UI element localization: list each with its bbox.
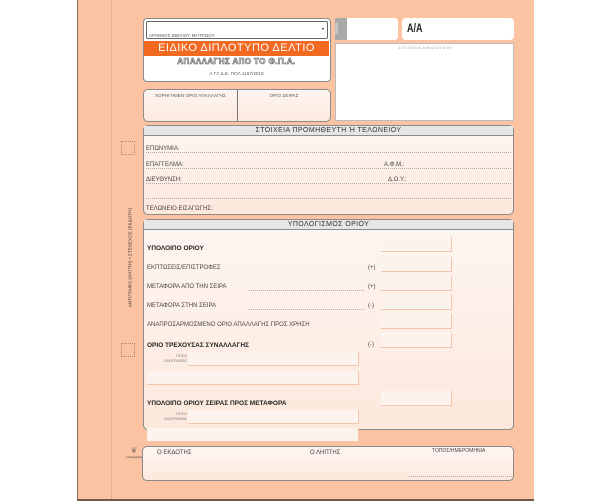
issuer-signature-label: Ο ΕΚΔΟΤΗΣ — [157, 450, 192, 456]
supplier-address-label: ΔΙΕΥΘΥΝΣΗ: — [146, 177, 182, 183]
series-limit-label: ΟΡΙΟ ΣΕΙΡΑΣ — [269, 93, 299, 98]
doy-label: Δ.Ο.Υ.: — [388, 177, 407, 183]
title-block — [143, 18, 331, 82]
calc-row-label: ΥΠΟΛΟΙΠΟ ΟΡΙΟΥ — [147, 245, 204, 252]
calc-row-sign: (+) — [368, 284, 376, 290]
register-number-field[interactable] — [146, 21, 328, 39]
form-subtitle: ΑΠΑΛΛΑΓΗΣ ΑΠΟ ΤΟ Φ.Π.Α. — [177, 57, 296, 66]
remaining-limit-input[interactable] — [381, 237, 452, 252]
place-date-field[interactable] — [409, 467, 512, 477]
calc-row-label: ΜΕΤΑΦΟΡΑ ΑΠΟ ΤΗΝ ΣΕΙΡΑ — [147, 284, 227, 290]
supplier-address-field[interactable] — [146, 174, 511, 184]
granted-limit-field[interactable] — [146, 102, 235, 118]
carry-over-label: ΥΠΟΛΟΙΠΟ ΟΡΙΟΥ ΣΕΙΡΑΣ ΠΡΟΣ ΜΕΤΑΦΟΡΑ — [147, 400, 287, 407]
place-date-label: ΤΟΠΟΣ/ΗΜΕΡΟΜΗΝΙΑ — [432, 448, 486, 454]
customs-office-field[interactable] — [146, 204, 511, 214]
calc-row-label: ΑΝΑΠΡΟΣΑΡΜΟΣΜΕΝΟ ΟΡΙΟ ΑΠΑΛΛΑΓΗΣ ΠΡΟΣ ΧΡΗΣΗ — [147, 322, 310, 328]
legal-reference: Α.Γ.Γ.Δ.Ε. ΠΟΛ 1167/2015 — [209, 71, 264, 76]
calc-row-sign: (+) — [368, 265, 376, 271]
serial-number-field[interactable] — [402, 18, 514, 40]
side-checkbox-top[interactable] — [121, 141, 135, 155]
calc-row-label: ΕΚΠΤΩΣΕΙΣ/ΕΠΙΣΤΡΟΦΕΣ — [147, 265, 221, 271]
calc-row-label: ΜΕΤΑΦΟΡΑ ΣΤΗΝ ΣΕΙΡΑ — [147, 303, 217, 309]
supplier-profession-field[interactable] — [146, 159, 511, 169]
perforation-line — [111, 0, 112, 499]
series-limit-field[interactable] — [240, 102, 328, 118]
series-tab-label: ΣΕΙΡΑ — [334, 22, 340, 35]
carry-words-input-2[interactable] — [147, 428, 359, 442]
series-tab — [335, 18, 347, 40]
transfer-to-series-input[interactable] — [381, 295, 452, 310]
amount-words-input-2[interactable] — [147, 371, 359, 385]
dropdown-dot-icon: • — [321, 27, 324, 33]
calc-row-sign: (-) — [368, 303, 374, 309]
transfer-from-series-input[interactable] — [381, 276, 452, 291]
side-checkbox-bottom[interactable] — [121, 343, 135, 357]
supplier-profession-label: ΕΠΑΓΓΕΛΜΑ: — [146, 162, 184, 168]
calc-row-sign: (-) — [368, 342, 374, 348]
supplier-section — [143, 125, 514, 215]
amount-words-input-1[interactable] — [188, 352, 359, 366]
discounts-returns-input[interactable] — [381, 257, 452, 272]
recipient-signature-field[interactable] — [283, 459, 403, 477]
recipient-signature-label: Ο ΛΗΠΤΗΣ — [310, 450, 341, 456]
beneficiary-label: ΣΤΟΙΧΕΙΑ ΔΙΚΑΙΟΥΧΟΥ — [398, 45, 453, 50]
calculation-section-title: ΥΠΟΛΟΓΙΣΜΟΣ ΟΡΙΟΥ — [144, 220, 513, 230]
supplier-name-label: ΕΠΩΝΥΜΙΑ: — [146, 146, 180, 152]
tree-logo-icon: ❦ — [130, 446, 138, 455]
calculation-section — [143, 219, 514, 430]
supplier-name-field[interactable] — [146, 143, 511, 153]
copy-type-vertical-text: ΑΝΤΙΓΡΑΦΟ (ΛΗΠΤΗ) • ΣΤΕΛΕΧΟΣ (ΕΚΔΟΤΗ) — [127, 207, 133, 308]
amount-words-label: ΠΟΣΟ ΟΛΟΓΡΑΦΩΣ — [163, 354, 187, 363]
printer-logo-text: τυπογράφος — [125, 455, 143, 459]
granted-limit-label: ΧΟΡΗΓΗΘΕΝ ΟΡΙΟ ΑΠΑΛΛΑΓΗΣ — [155, 93, 226, 98]
series-field[interactable] — [335, 18, 398, 40]
calc-row-label: ΟΡΙΟ ΤΡΕΧΟΥΣΑΣ ΣΥΝΑΛΛΑΓΗΣ — [147, 342, 250, 349]
amount-words-label: ΠΟΣΟ ΟΛΟΓΡΑΦΩΣ — [163, 412, 187, 421]
register-number-label: ΑΡΙΘΜΟΣ ΒΙΒΛΙΟΥ ΜΗΤΡΩΟΥ — [149, 33, 215, 38]
current-transaction-input[interactable] — [381, 333, 452, 348]
form-title: ΕΙΔΙΚΟ ΔΙΠΛΟΤΥΠΟ ΔΕΛΤΙΟ — [144, 41, 329, 56]
carry-words-input-1[interactable] — [188, 410, 359, 424]
serial-number-label: Α/Α — [407, 21, 423, 35]
customs-office-label: ΤΕΛΩΝΕΙΟ ΕΙΣΑΓΩΓΗΣ: — [146, 206, 213, 212]
supplier-extra-line[interactable] — [146, 189, 511, 199]
limits-box — [143, 89, 331, 122]
signature-section — [142, 446, 514, 481]
afm-label: Α.Φ.Μ.: — [384, 162, 405, 168]
issuer-signature-field[interactable] — [147, 459, 267, 477]
beneficiary-box[interactable] — [335, 43, 514, 121]
carry-over-input[interactable] — [381, 391, 452, 406]
adjusted-limit-input[interactable] — [381, 314, 452, 329]
supplier-section-title: ΣΤΟΙΧΕΙΑ ΠΡΟΜΗΘΕΥΤΗ Ή ΤΕΛΩΝΕΙΟΥ — [144, 126, 513, 136]
